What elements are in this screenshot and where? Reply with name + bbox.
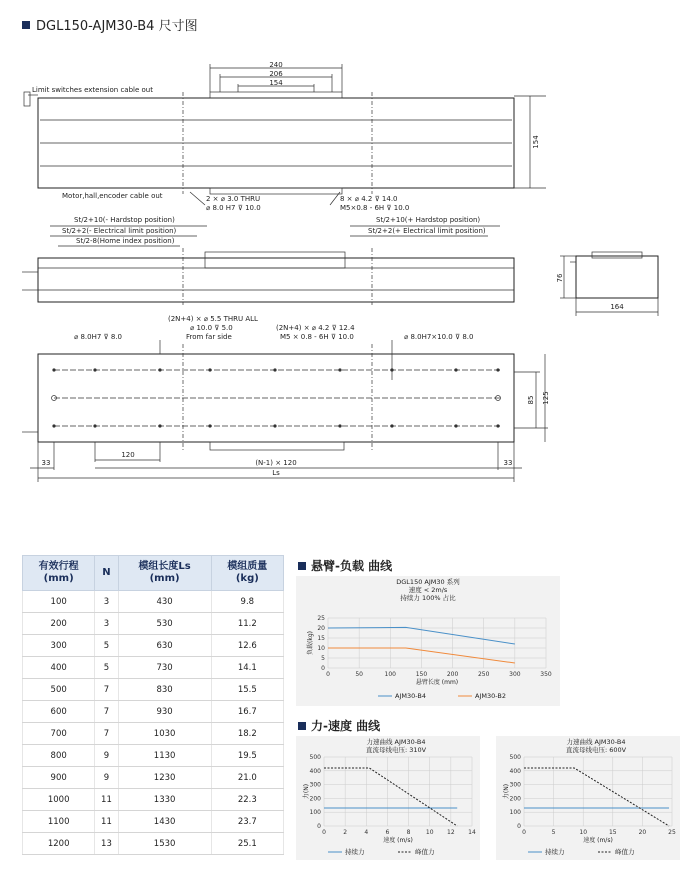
- x-axis-label: 速度 (m/s): [383, 837, 413, 844]
- motor-cable-label: Motor,hall,encoder cable out: [62, 192, 163, 200]
- dim-85: 85: [527, 395, 535, 405]
- table-cell: 1430: [118, 811, 211, 833]
- table-row: [23, 767, 284, 789]
- force-curve-heading: 力-速度 曲线: [298, 717, 380, 734]
- chart-subtitle_2: 持续力 100% 占比: [400, 594, 456, 602]
- chart-title: 力速曲线 AJM30-B4: [566, 738, 626, 746]
- hole-marker: [454, 424, 457, 427]
- dim-n-minus-1: (N-1) × 120: [255, 459, 297, 467]
- hole-marker: [93, 424, 96, 427]
- table-row: [23, 723, 284, 745]
- x-tick-label: 350: [540, 671, 552, 678]
- table-cell: 25.1: [211, 833, 283, 855]
- dim-height-154: 154: [532, 135, 540, 149]
- bottom-left-hole: ⌀ 8.0H7 ⊽ 8.0: [74, 333, 122, 341]
- header-n: N: [95, 556, 118, 591]
- x-tick-label: 250: [477, 671, 490, 678]
- chart-title: DGL150 AJM30 系列: [396, 578, 460, 586]
- load-chart: [296, 576, 560, 706]
- table-row: [23, 833, 284, 855]
- table-cell: 12.6: [211, 635, 283, 657]
- force-chart-310v: [296, 736, 480, 860]
- bottom-mid1-line3: From far side: [186, 333, 232, 341]
- y-axis-label: 负载(kg): [307, 631, 314, 655]
- page-title: [22, 15, 198, 34]
- y-tick-label: 20: [317, 625, 325, 632]
- table-cell: 14.1: [211, 657, 283, 679]
- y-tick-label: 5: [321, 655, 325, 662]
- table-row: [23, 657, 284, 679]
- hole-left-1: 2 × ⌀ 3.0 THRU: [206, 195, 261, 203]
- table-cell: 1000: [23, 789, 95, 811]
- load-curve-heading: 悬臂-负载 曲线: [298, 557, 392, 574]
- table-cell: 700: [23, 723, 95, 745]
- y-tick-label: 15: [317, 635, 325, 642]
- x-tick-label: 15: [608, 829, 617, 836]
- y-axis-label: 力(N): [503, 783, 510, 800]
- dim-33-right: 33: [503, 459, 513, 467]
- table-cell: 19.5: [211, 745, 283, 767]
- hole-right-2: M5×0.8 - 6H ⊽ 10.0: [340, 204, 410, 212]
- side-view: [560, 252, 658, 316]
- x-tick-label: 50: [355, 671, 363, 678]
- header-mass: 模组质量 (kg): [211, 556, 283, 591]
- hole-marker: [273, 424, 276, 427]
- y-tick-label: 300: [509, 781, 521, 789]
- table-row: [23, 701, 284, 723]
- dim-206: 206: [269, 70, 283, 78]
- y-axis-label: 力(N): [303, 783, 310, 800]
- y-tick-label: 200: [509, 795, 521, 803]
- x-axis-label: 悬臂长度 (mm): [415, 679, 459, 686]
- table-cell: 100: [23, 591, 95, 613]
- header-stroke: 有效行程 (mm): [23, 556, 95, 591]
- table-cell: 7: [95, 701, 118, 723]
- table-cell: 630: [118, 635, 211, 657]
- x-tick-label: 14: [468, 829, 476, 836]
- table-row: [23, 591, 284, 613]
- heading-square-icon: [298, 722, 306, 730]
- legend-label: AJM30-B4: [395, 692, 426, 700]
- header-length: 模组长度Ls (mm): [118, 556, 211, 591]
- legend-label: 持续力: [345, 848, 365, 856]
- x-tick-label: 300: [509, 671, 521, 678]
- table-cell: 15.5: [211, 679, 283, 701]
- table-cell: 22.3: [211, 789, 283, 811]
- table-cell: 1230: [118, 767, 211, 789]
- hole-marker: [273, 368, 276, 371]
- y-tick-label: 400: [309, 767, 321, 775]
- hole-marker: [158, 424, 161, 427]
- y-tick-label: 300: [309, 781, 321, 789]
- dim-120: 120: [121, 451, 135, 459]
- table-cell: 3: [95, 591, 118, 613]
- y-tick-label: 0: [321, 665, 325, 672]
- label-minus-hardstop: St/2+10(- Hardstop position): [74, 216, 175, 224]
- table-cell: 11: [95, 811, 118, 833]
- label-plus-hardstop: St/2+10(+ Hardstop position): [376, 216, 481, 224]
- y-tick-label: 0: [517, 823, 521, 830]
- table-cell: 430: [118, 591, 211, 613]
- bottom-right-hole: ⌀ 8.0H7×10.0 ⊽ 8.0: [404, 333, 474, 341]
- table-cell: 1200: [23, 833, 95, 855]
- y-tick-label: 500: [309, 754, 321, 761]
- x-tick-label: 2: [343, 829, 348, 836]
- table-cell: 9: [95, 745, 118, 767]
- hole-right-1: 8 × ⌀ 4.2 ⊽ 14.0: [340, 195, 398, 203]
- table-cell: 23.7: [211, 811, 283, 833]
- table-cell: 930: [118, 701, 211, 723]
- table-row: [23, 789, 284, 811]
- table-cell: 730: [118, 657, 211, 679]
- y-tick-label: 100: [509, 809, 521, 817]
- hole-marker: [158, 368, 161, 371]
- table-cell: 3: [95, 613, 118, 635]
- bottom-mid2-line2: M5 × 0.8 - 6H ⊽ 10.0: [280, 333, 354, 341]
- x-tick-label: 0: [522, 829, 526, 836]
- page-title-text: DGL150-AJM30-B4 尺寸图: [36, 19, 198, 34]
- x-axis-label: 速度 (m/s): [583, 837, 613, 844]
- table-cell: 900: [23, 767, 95, 789]
- dimension-drawing: [0, 50, 700, 490]
- table-cell: 500: [23, 679, 95, 701]
- y-tick-label: 25: [317, 615, 325, 622]
- table-row: [23, 745, 284, 767]
- hole-marker: [208, 424, 211, 427]
- legend-label: 持续力: [545, 848, 565, 856]
- label-minus-limit: St/2+2(- Electrical limit position): [62, 227, 177, 235]
- table-cell: 1030: [118, 723, 211, 745]
- table-cell: 7: [95, 723, 118, 745]
- x-tick-label: 8: [406, 829, 411, 836]
- table-row: [23, 613, 284, 635]
- table-cell: 18.2: [211, 723, 283, 745]
- x-tick-label: 10: [579, 829, 588, 836]
- hole-marker: [338, 424, 341, 427]
- table-cell: 5: [95, 657, 118, 679]
- hole-marker: [390, 424, 393, 427]
- side-dim-164: 164: [610, 303, 624, 311]
- bottom-mid1-line1: (2N+4) × ⌀ 5.5 THRU ALL: [168, 315, 258, 323]
- hole-marker: [496, 424, 499, 427]
- table-row: [23, 679, 284, 701]
- y-tick-label: 100: [309, 809, 321, 817]
- hole-marker: [454, 368, 457, 371]
- x-tick-label: 5: [551, 829, 556, 836]
- table-cell: 11: [95, 789, 118, 811]
- dim-33-left: 33: [41, 459, 51, 467]
- table-cell: 21.0: [211, 767, 283, 789]
- hole-marker: [52, 424, 55, 427]
- legend-label: 峰值力: [615, 848, 635, 856]
- chart-subtitle: 直流母线电压: 310V: [365, 746, 427, 754]
- table-cell: 11.2: [211, 613, 283, 635]
- hole-marker: [338, 368, 341, 371]
- bottom-mid2-line1: (2N+4) × ⌀ 4.2 ⊽ 12.4: [276, 324, 355, 332]
- x-tick-label: 6: [385, 829, 390, 836]
- table-cell: 300: [23, 635, 95, 657]
- dim-240: 240: [269, 61, 283, 69]
- hole-marker: [390, 368, 393, 371]
- x-tick-label: 4: [364, 829, 369, 836]
- dim-125: 125: [542, 391, 550, 405]
- hole-marker: [208, 368, 211, 371]
- y-tick-label: 0: [317, 823, 321, 830]
- chart-subtitle_1: 速度 < 2m/s: [408, 586, 448, 594]
- hole-marker: [52, 368, 55, 371]
- table-cell: 9.8: [211, 591, 283, 613]
- table-cell: 1100: [23, 811, 95, 833]
- table-row: [23, 635, 284, 657]
- chart-subtitle: 直流母线电压: 600V: [565, 746, 627, 754]
- table-cell: 800: [23, 745, 95, 767]
- heading-square-icon: [298, 562, 306, 570]
- x-tick-label: 100: [384, 671, 397, 678]
- legend-label: 峰值力: [415, 848, 435, 856]
- side-dim-76: 76: [556, 273, 564, 283]
- x-tick-label: 0: [326, 671, 330, 678]
- table-header-row: [23, 556, 284, 591]
- dim-154: 154: [269, 79, 283, 87]
- limit-cable-label: Limit switches extension cable out: [32, 86, 153, 94]
- table-cell: 830: [118, 679, 211, 701]
- label-plus-limit: St/2+2(+ Electrical limit position): [368, 227, 486, 235]
- table-cell: 1330: [118, 789, 211, 811]
- y-tick-label: 10: [317, 645, 325, 652]
- y-tick-label: 500: [509, 754, 521, 761]
- legend-label: AJM30-B2: [475, 692, 506, 700]
- table-cell: 400: [23, 657, 95, 679]
- hole-left-2: ⌀ 8.0 H7 ⊽ 10.0: [206, 204, 261, 212]
- x-tick-label: 200: [446, 671, 459, 678]
- table-cell: 1130: [118, 745, 211, 767]
- spec-table: [22, 555, 284, 855]
- table-cell: 16.7: [211, 701, 283, 723]
- force-chart-600v: [496, 736, 680, 860]
- table-cell: 200: [23, 613, 95, 635]
- y-tick-label: 200: [309, 795, 321, 803]
- table-cell: 1530: [118, 833, 211, 855]
- title-square-icon: [22, 21, 30, 29]
- table-row: [23, 811, 284, 833]
- table-cell: 9: [95, 767, 118, 789]
- x-tick-label: 20: [638, 829, 647, 836]
- x-tick-label: 25: [668, 829, 676, 836]
- bottom-mid1-line2: ⌀ 10.0 ⊽ 5.0: [190, 324, 233, 332]
- table-cell: 7: [95, 679, 118, 701]
- x-tick-label: 0: [322, 829, 326, 836]
- x-tick-label: 12: [447, 829, 455, 836]
- y-tick-label: 400: [509, 767, 521, 775]
- x-tick-label: 150: [415, 671, 428, 678]
- hole-marker: [93, 368, 96, 371]
- dim-ls: Ls: [272, 469, 280, 477]
- label-home-index: St/2-8(Home index position): [76, 237, 175, 245]
- table-cell: 530: [118, 613, 211, 635]
- hole-marker: [496, 368, 499, 371]
- table-cell: 5: [95, 635, 118, 657]
- table-cell: 600: [23, 701, 95, 723]
- x-tick-label: 10: [425, 829, 434, 836]
- table-cell: 13: [95, 833, 118, 855]
- chart-title: 力速曲线 AJM30-B4: [366, 738, 426, 746]
